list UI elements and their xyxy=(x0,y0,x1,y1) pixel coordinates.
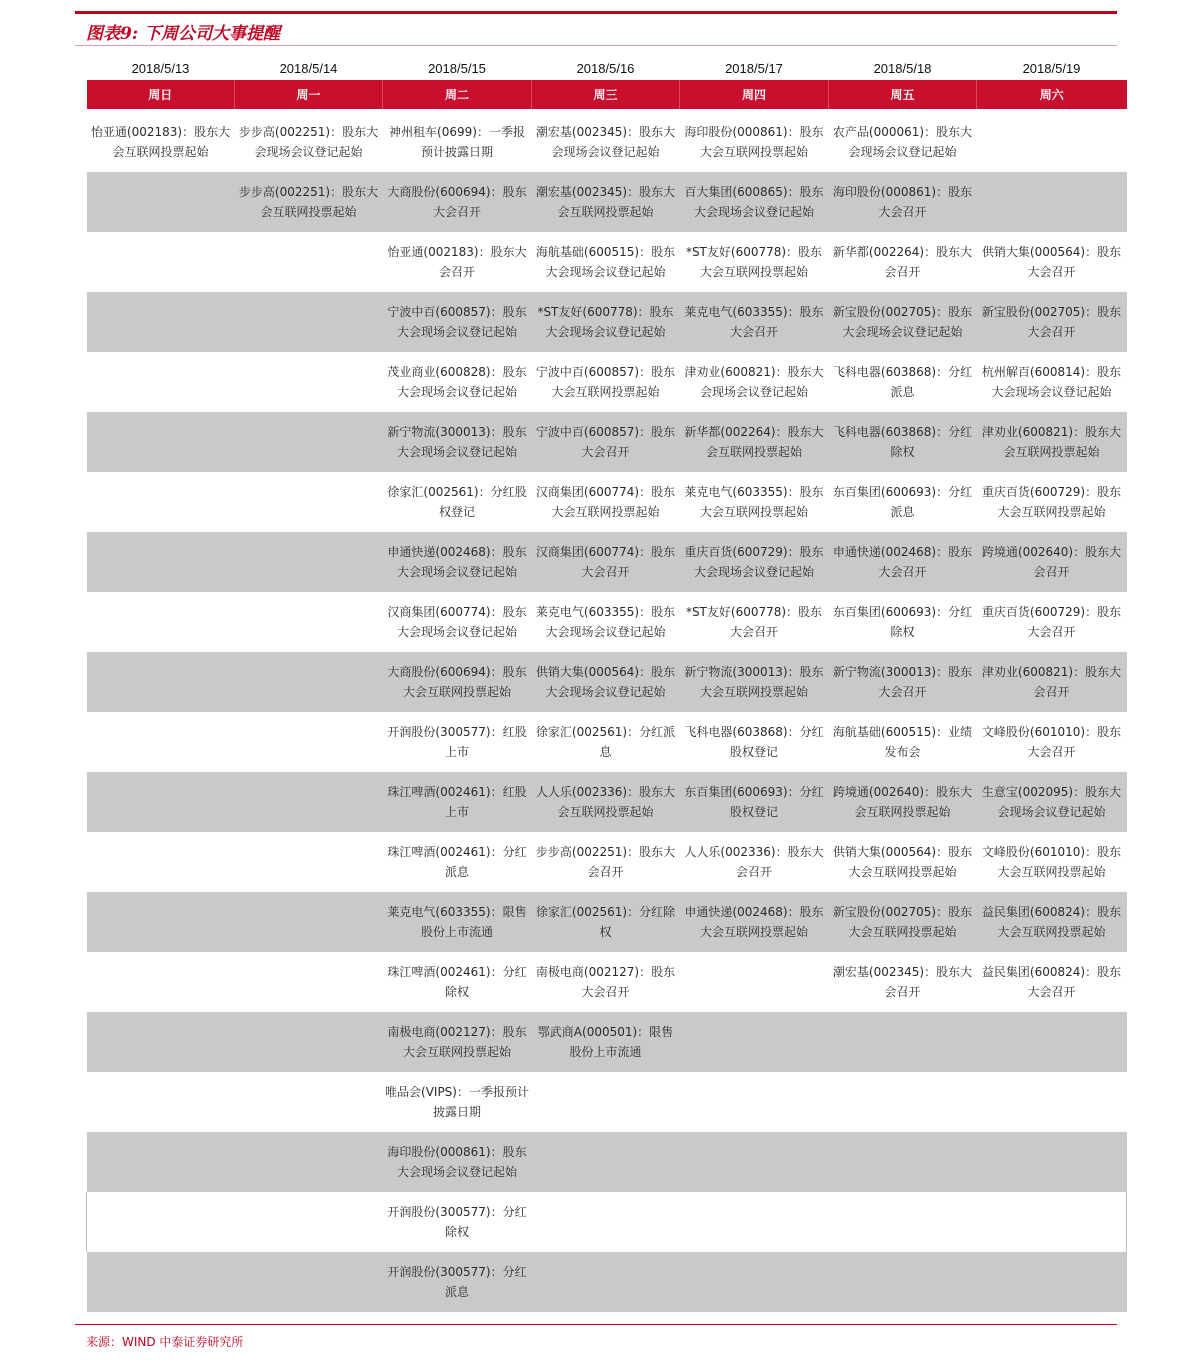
event-cell xyxy=(87,1192,235,1252)
weekday-cell: 周三 xyxy=(532,80,680,109)
event-cell: 徐家汇(002561)：分红除权 xyxy=(532,892,680,952)
event-cell: 徐家汇(002561)：分红派息 xyxy=(532,712,680,772)
event-cell xyxy=(235,1252,383,1312)
event-cell: 人人乐(002336)：股东大会召开 xyxy=(680,832,829,892)
event-cell: 大商股份(600694)：股东大会互联网投票起始 xyxy=(383,652,532,712)
event-cell xyxy=(235,1012,383,1072)
event-cell xyxy=(235,232,383,292)
event-cell: 怡亚通(002183)：股东大会互联网投票起始 xyxy=(87,112,235,172)
event-cell xyxy=(680,1252,829,1312)
event-cell: 跨境通(002640)：股东大会召开 xyxy=(977,532,1127,592)
weekday-cell: 周四 xyxy=(680,80,829,109)
event-cell xyxy=(87,472,235,532)
event-cell xyxy=(977,1132,1127,1192)
event-cell xyxy=(532,1072,680,1132)
event-cell: 飞科电器(603868)：分红派息 xyxy=(829,352,977,412)
event-cell xyxy=(532,1252,680,1312)
date-header-row xyxy=(87,56,1127,80)
event-cell: 潮宏基(002345)：股东大会现场会议登记起始 xyxy=(532,112,680,172)
event-cell xyxy=(87,532,235,592)
event-cell: *ST友好(600778)：股东大会召开 xyxy=(680,592,829,652)
event-cell: 徐家汇(002561)：分红股权登记 xyxy=(383,472,532,532)
event-cell: 飞科电器(603868)：分红除权 xyxy=(829,412,977,472)
event-cell: 供销大集(000564)：股东大会召开 xyxy=(977,232,1127,292)
top-rule xyxy=(75,11,1117,14)
event-cell: 大商股份(600694)：股东大会召开 xyxy=(383,172,532,232)
event-cell xyxy=(87,592,235,652)
event-cell xyxy=(680,952,829,1012)
event-cell: 东百集团(600693)：分红除权 xyxy=(829,592,977,652)
event-cell xyxy=(532,1132,680,1192)
event-cell: 生意宝(002095)：股东大会现场会议登记起始 xyxy=(977,772,1127,832)
table-row xyxy=(87,892,1127,952)
event-cell: 鄂武商A(000501)：限售股份上市流通 xyxy=(532,1012,680,1072)
event-cell: 神州租车(0699)：一季报预计披露日期 xyxy=(383,112,532,172)
event-cell: 莱克电气(603355)：股东大会现场会议登记起始 xyxy=(532,592,680,652)
event-cell: 供销大集(000564)：股东大会互联网投票起始 xyxy=(829,832,977,892)
event-cell: 汉商集团(600774)：股东大会现场会议登记起始 xyxy=(383,592,532,652)
date-cell: 2018/5/13 xyxy=(131,60,190,76)
event-cell xyxy=(235,952,383,1012)
date-cell: 2018/5/16 xyxy=(576,60,635,76)
event-cell: *ST友好(600778)：股东大会现场会议登记起始 xyxy=(532,292,680,352)
event-cell xyxy=(235,352,383,412)
event-cell: 文峰股份(601010)：股东大会互联网投票起始 xyxy=(977,832,1127,892)
table-row xyxy=(87,112,1127,172)
table-row xyxy=(87,532,1127,592)
event-cell: 汉商集团(600774)：股东大会召开 xyxy=(532,532,680,592)
event-cell: 人人乐(002336)：股东大会互联网投票起始 xyxy=(532,772,680,832)
event-cell: 步步高(002251)：股东大会召开 xyxy=(532,832,680,892)
event-cell xyxy=(235,832,383,892)
event-cell xyxy=(87,292,235,352)
event-cell xyxy=(680,1192,829,1252)
event-cell: 津劝业(600821)：股东大会召开 xyxy=(977,652,1127,712)
event-cell: 海印股份(000861)：股东大会互联网投票起始 xyxy=(680,112,829,172)
event-cell: 新华都(002264)：股东大会召开 xyxy=(829,232,977,292)
event-cell xyxy=(977,1192,1127,1252)
table-row xyxy=(87,832,1127,892)
event-cell: 汉商集团(600774)：股东大会互联网投票起始 xyxy=(532,472,680,532)
event-cell: 莱克电气(603355)：股东大会召开 xyxy=(680,292,829,352)
table-row xyxy=(87,1012,1127,1072)
event-cell xyxy=(680,1012,829,1072)
date-cell: 2018/5/15 xyxy=(428,60,486,76)
event-cell: 津劝业(600821)：股东大会互联网投票起始 xyxy=(977,412,1127,472)
event-cell xyxy=(87,1252,235,1312)
event-cell: 珠江啤酒(002461)：红股上市 xyxy=(383,772,532,832)
event-cell xyxy=(829,1012,977,1072)
event-cell: 开润股份(300577)：分红派息 xyxy=(383,1252,532,1312)
event-cell xyxy=(87,712,235,772)
event-cell xyxy=(87,352,235,412)
event-cell: 农产品(000061)：股东大会现场会议登记起始 xyxy=(829,112,977,172)
table-row xyxy=(87,232,1127,292)
event-cell: 百大集团(600865)：股东大会现场会议登记起始 xyxy=(680,172,829,232)
event-cell xyxy=(87,1012,235,1072)
date-cell: 2018/5/17 xyxy=(725,60,783,76)
event-cell xyxy=(829,1252,977,1312)
event-cell: 莱克电气(603355)：股东大会互联网投票起始 xyxy=(680,472,829,532)
event-cell xyxy=(87,772,235,832)
event-cell xyxy=(977,1012,1127,1072)
title-rule xyxy=(75,45,1117,46)
event-cell: 申通快递(002468)：股东大会召开 xyxy=(829,532,977,592)
event-cell: 海航基础(600515)：业绩发布会 xyxy=(829,712,977,772)
event-cell: 飞科电器(603868)：分红股权登记 xyxy=(680,712,829,772)
figure-title: 图表9: 下周公司大事提醒 xyxy=(86,24,281,44)
event-cell xyxy=(87,232,235,292)
event-cell: 潮宏基(002345)：股东大会召开 xyxy=(829,952,977,1012)
event-cell: 新宝股份(002705)：股东大会召开 xyxy=(977,292,1127,352)
event-cell xyxy=(87,832,235,892)
table-row xyxy=(87,472,1127,532)
event-cell: 步步高(002251)：股东大会现场会议登记起始 xyxy=(235,112,383,172)
weekday-cell: 周五 xyxy=(829,80,977,109)
event-cell: 海印股份(000861)：股东大会召开 xyxy=(829,172,977,232)
event-cell xyxy=(829,1192,977,1252)
event-cell: 申通快递(002468)：股东大会现场会议登记起始 xyxy=(383,532,532,592)
event-cell: 海印股份(000861)：股东大会现场会议登记起始 xyxy=(383,1132,532,1192)
event-cell xyxy=(235,472,383,532)
event-cell xyxy=(829,1132,977,1192)
weekday-cell: 周二 xyxy=(383,80,532,109)
event-cell xyxy=(680,1072,829,1132)
events-table xyxy=(86,56,1127,1312)
event-cell xyxy=(87,952,235,1012)
weekday-header-row xyxy=(87,80,1127,109)
date-cell: 2018/5/19 xyxy=(1022,60,1081,76)
event-cell: 莱克电气(603355)：限售股份上市流通 xyxy=(383,892,532,952)
event-cell: 怡亚通(002183)：股东大会召开 xyxy=(383,232,532,292)
event-cell: 益民集团(600824)：股东大会互联网投票起始 xyxy=(977,892,1127,952)
event-cell: 新宝股份(002705)：股东大会现场会议登记起始 xyxy=(829,292,977,352)
event-cell: 珠江啤酒(002461)：分红除权 xyxy=(383,952,532,1012)
event-cell: 开润股份(300577)：分红除权 xyxy=(383,1192,532,1252)
event-cell xyxy=(235,772,383,832)
event-cell xyxy=(235,1192,383,1252)
event-cell xyxy=(87,1132,235,1192)
event-cell xyxy=(977,1252,1127,1312)
event-cell: 新宁物流(300013)：股东大会召开 xyxy=(829,652,977,712)
table-row xyxy=(87,412,1127,472)
event-cell xyxy=(977,172,1127,232)
table-row xyxy=(87,352,1127,412)
event-cell xyxy=(235,652,383,712)
event-cell xyxy=(977,1072,1127,1132)
table-row xyxy=(87,952,1127,1012)
table-row xyxy=(87,172,1127,232)
event-cell: 东百集团(600693)：分红派息 xyxy=(829,472,977,532)
event-cell xyxy=(977,112,1127,172)
event-cell: 益民集团(600824)：股东大会召开 xyxy=(977,952,1127,1012)
event-cell: 重庆百货(600729)：股东大会现场会议登记起始 xyxy=(680,532,829,592)
event-cell: 茂业商业(600828)：股东大会现场会议登记起始 xyxy=(383,352,532,412)
weekday-cell: 周六 xyxy=(977,80,1127,109)
event-cell xyxy=(235,412,383,472)
event-cell: 潮宏基(002345)：股东大会互联网投票起始 xyxy=(532,172,680,232)
event-cell: 珠江啤酒(002461)：分红派息 xyxy=(383,832,532,892)
event-cell: 申通快递(002468)：股东大会互联网投票起始 xyxy=(680,892,829,952)
event-cell xyxy=(235,712,383,772)
event-cell xyxy=(87,892,235,952)
event-cell: 东百集团(600693)：分红股权登记 xyxy=(680,772,829,832)
event-cell xyxy=(87,652,235,712)
event-cell: 步步高(002251)：股东大会互联网投票起始 xyxy=(235,172,383,232)
table-row xyxy=(87,592,1127,652)
event-cell: 南极电商(002127)：股东大会召开 xyxy=(532,952,680,1012)
event-cell xyxy=(680,1132,829,1192)
event-cell xyxy=(829,1072,977,1132)
weekday-cell: 周一 xyxy=(235,80,383,109)
event-cell: 唯品会(VIPS)：一季报预计披露日期 xyxy=(383,1072,532,1132)
event-cell: 海航基础(600515)：股东大会现场会议登记起始 xyxy=(532,232,680,292)
table-row xyxy=(87,772,1127,832)
event-cell: 重庆百货(600729)：股东大会互联网投票起始 xyxy=(977,472,1127,532)
event-cell xyxy=(87,412,235,472)
table-row xyxy=(87,1192,1127,1252)
event-cell: 开润股份(300577)：红股上市 xyxy=(383,712,532,772)
event-cell: *ST友好(600778)：股东大会互联网投票起始 xyxy=(680,232,829,292)
event-cell xyxy=(235,1132,383,1192)
event-cell xyxy=(87,1072,235,1132)
event-cell: 南极电商(002127)：股东大会互联网投票起始 xyxy=(383,1012,532,1072)
event-cell: 新宁物流(300013)：股东大会互联网投票起始 xyxy=(680,652,829,712)
event-cell: 重庆百货(600729)：股东大会召开 xyxy=(977,592,1127,652)
event-cell: 文峰股份(601010)：股东大会召开 xyxy=(977,712,1127,772)
event-cell: 供销大集(000564)：股东大会现场会议登记起始 xyxy=(532,652,680,712)
event-cell xyxy=(87,172,235,232)
event-cell: 新宁物流(300013)：股东大会现场会议登记起始 xyxy=(383,412,532,472)
date-cell: 2018/5/14 xyxy=(279,60,338,76)
table-row xyxy=(87,292,1127,352)
date-cell: 2018/5/18 xyxy=(873,60,932,76)
event-cell xyxy=(235,592,383,652)
event-cell xyxy=(235,892,383,952)
event-cell: 杭州解百(600814)：股东大会现场会议登记起始 xyxy=(977,352,1127,412)
event-cell: 跨境通(002640)：股东大会互联网投票起始 xyxy=(829,772,977,832)
event-cell: 宁波中百(600857)：股东大会召开 xyxy=(532,412,680,472)
event-cell xyxy=(532,1192,680,1252)
bottom-rule xyxy=(75,1324,1117,1325)
event-cell: 新华都(002264)：股东大会互联网投票起始 xyxy=(680,412,829,472)
table-row xyxy=(87,1072,1127,1132)
event-cell xyxy=(235,292,383,352)
table-row xyxy=(87,652,1127,712)
event-cell xyxy=(235,532,383,592)
event-cell: 新宝股份(002705)：股东大会互联网投票起始 xyxy=(829,892,977,952)
table-row xyxy=(87,712,1127,772)
event-cell: 宁波中百(600857)：股东大会互联网投票起始 xyxy=(532,352,680,412)
event-cell: 宁波中百(600857)：股东大会现场会议登记起始 xyxy=(383,292,532,352)
event-cell: 津劝业(600821)：股东大会现场会议登记起始 xyxy=(680,352,829,412)
weekday-cell: 周日 xyxy=(87,80,235,109)
event-cell xyxy=(235,1072,383,1132)
table-row xyxy=(87,1132,1127,1192)
source-note: 来源：WIND 中泰证券研究所 xyxy=(86,1335,244,1349)
table-row xyxy=(87,1252,1127,1312)
